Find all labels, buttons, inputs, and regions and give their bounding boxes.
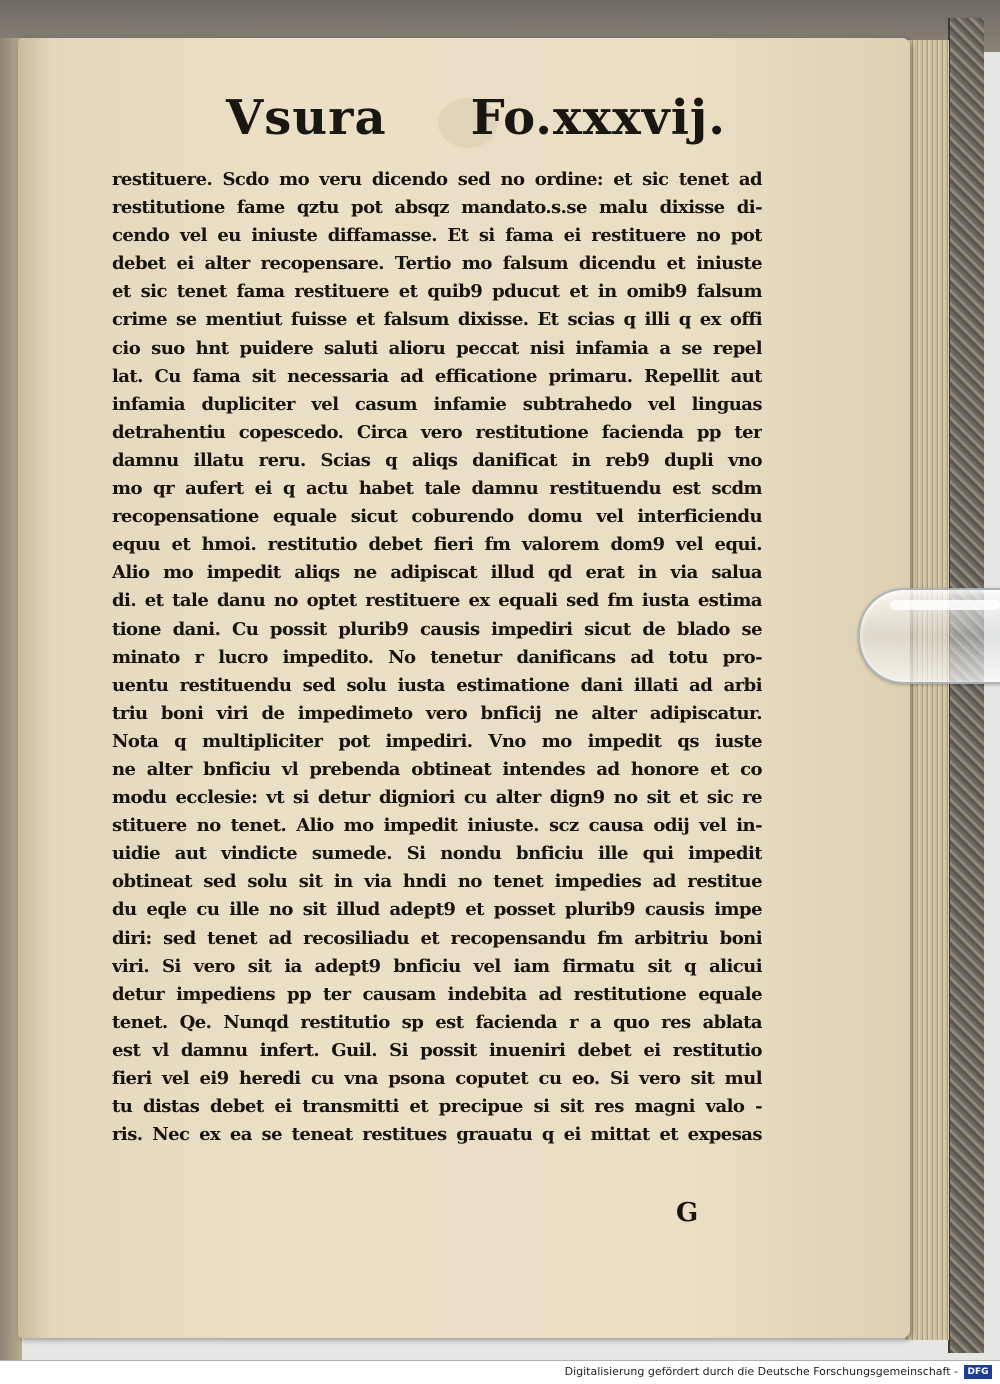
footer-credit: Digitalisierung gefördert durch die Deutsche Forschungsgemeinschaft - (564, 1365, 958, 1378)
text-line: obtineat sed solu sit in via hndi no tenet impedies ad restitue (112, 871, 762, 893)
text-line: equu et hmoi. restitutio debet fieri fm valorem dom9 vel equi. (112, 534, 762, 556)
text-line: stituere no tenet. Alio mo impedit iniuste. scz causa odij vel in- (112, 815, 762, 837)
text-line: Alio mo impedit aliqs ne adipiscat illud qd erat in via salua (112, 562, 762, 584)
text-line: mo qr aufert ei q actu habet tale damnu restituendu est scdm (112, 478, 762, 500)
text-line: damnu illatu reru. Scias q aliqs danificat in reb9 dupli vno (112, 449, 762, 471)
running-header (226, 90, 726, 160)
text-line: Nota q multipliciter pot impediri. Vno mo impedit qs iuste (112, 730, 762, 752)
signature-mark: G (676, 1198, 699, 1228)
text-line: ne alter bnficiu vl prebenda obtineat intendes ad honore et co (112, 758, 762, 780)
page-edges (905, 40, 949, 1340)
text-line: tenet. Qe. Nunqd restitutio sp est facienda r a quo res ablata (112, 1011, 762, 1033)
text-line: diri: sed tenet ad recosiliadu et recopensandu fm arbitriu boni (112, 927, 762, 949)
text-line: restituere. Scdo mo veru dicendo sed no ordine: et sic tenet ad (112, 169, 762, 190)
text-line: cio suo hnt puidere saluti alioru peccat nisi infamia a se repel (112, 337, 762, 359)
text-line: minato r lucro impedito. No tenetur danificans ad totu pro- (112, 646, 762, 668)
text-line: debet ei alter recopensare. Tertio mo falsum dicendu et iniuste (112, 253, 762, 275)
text-line: uentu restituendu sed solu iusta estimatione dani illati ad arbi (112, 674, 762, 696)
text-line: modu ecclesie: vt si detur digniori cu alter dign9 no sit et sic re (112, 787, 762, 809)
folio-number: Fo.xxxvij. (470, 90, 726, 146)
text-line: infamia dupliciter vel casum infamie subtrahedo vel linguas (112, 393, 762, 415)
text-line: recopensatione equale sicut coburendo domu vel interficiendu (112, 506, 762, 528)
text-line: fieri vel ei9 heredi cu vna psona coputet cu eo. Si vero sit mul (112, 1068, 762, 1089)
dfg-logo-icon: DFG (964, 1365, 992, 1379)
text-line: et sic tenet fama restituere et quib9 pducut et in omib9 falsum (112, 281, 762, 303)
book-page (18, 38, 910, 1338)
text-line: detrahentiu copescedo. Circa vero restitutione facienda pp ter (112, 421, 762, 443)
text-line: tu distas debet ei transmitti et precipue si sit res magni valo - (112, 1096, 762, 1118)
text-line: viri. Si vero sit ia adept9 bnficiu vel iam firmatu sit q alicui (112, 955, 762, 977)
book-cover-right (948, 18, 984, 1353)
text-line: tione dani. Cu possit plurib9 causis impediri sicut de blado se (112, 618, 762, 640)
clip-highlight (890, 600, 1000, 610)
text-line: uidie aut vindicte sumede. Si nondu bnficiu ille qui impedit (112, 843, 762, 865)
page-clip-holder (858, 588, 1000, 684)
text-line: restitutione fame qztu pot absqz mandato.s.se malu dixisse di- (112, 197, 762, 219)
body-text (112, 166, 762, 1149)
footer-bar (0, 1360, 1000, 1384)
header-title: Vsura (226, 90, 387, 146)
text-line: crime se mentiut fuisse et falsum dixisse. Et scias q illi q ex offi (112, 309, 762, 331)
text-line: est vl damnu infert. Guil. Si possit inueniri debet ei restitutio (112, 1039, 762, 1061)
text-line: du eqle cu ille no sit illud adept9 et posset plurib9 causis impe (112, 899, 762, 921)
text-line: cendo vel eu iniuste diffamasse. Et si fama ei restituere no pot (112, 225, 762, 247)
text-line: lat. Cu fama sit necessaria ad efficatione primaru. Repellit aut (112, 365, 762, 387)
text-line: di. et tale danu no optet restituere ex equali sed fm iusta estima (112, 590, 762, 612)
text-line: triu boni viri de impedimeto vero bnficij ne alter adipiscatur. (112, 702, 762, 724)
text-line: detur impediens pp ter causam indebita ad restitutione equale (112, 983, 762, 1005)
text-line: ris. Nec ex ea se teneat restitues grauatu q ei mittat et expesas (112, 1124, 762, 1146)
